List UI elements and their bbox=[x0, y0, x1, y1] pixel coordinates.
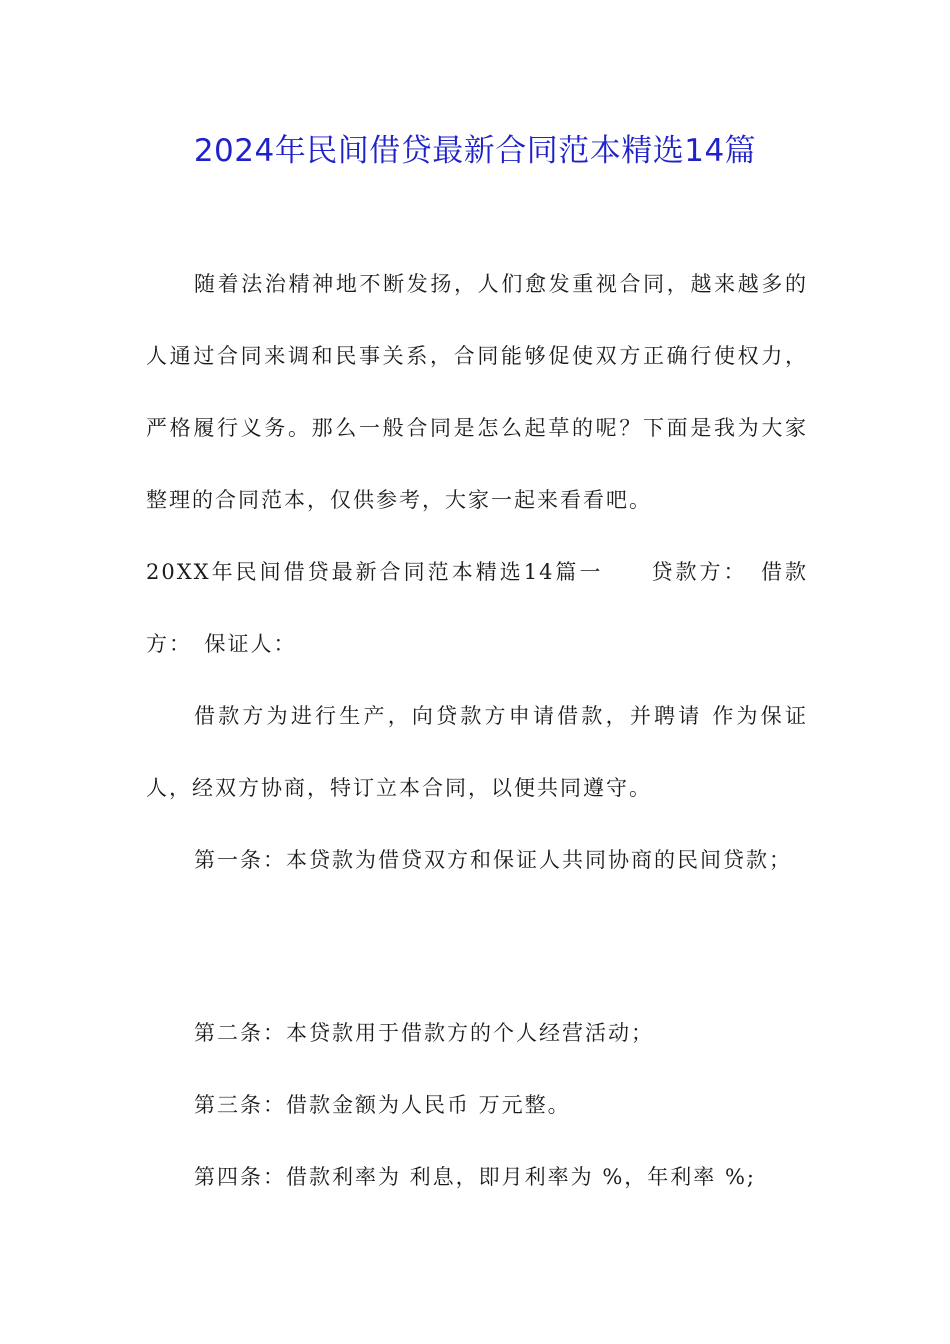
contract-heading-line-1: 20XX年民间借贷最新合同范本精选14篇一 贷款方： 借款 bbox=[146, 560, 808, 584]
intro-paragraph: 随着法治精神地不断发扬，人们愈发重视合同，越来越多的人通过合同来调和民事关系，合同能够促使双方正确行使权力，严格履行义务。那么一般合同是怎么起草的呢？下面是我为大家整理的合同范本，仅供参考，大家一起来看看吧。 bbox=[146, 272, 808, 512]
article-4-paragraph: 第四条：借款利率为 利息，即月利率为 %，年利率 %; bbox=[194, 1165, 757, 1189]
contract-heading-line-2: 方： 保证人： bbox=[146, 632, 297, 656]
contract-heading-paragraph bbox=[146, 536, 808, 680]
article-1-paragraph: 第一条：本贷款为借贷双方和保证人共同协商的民间贷款； bbox=[194, 848, 792, 872]
document-title: 2024年民间借贷最新合同范本精选14篇 bbox=[193, 133, 757, 169]
purpose-paragraph: 借款方为进行生产，向贷款方申请借款，并聘请 作为保证人，经双方协商，特订立本合同，以便共同遵守。 bbox=[146, 704, 808, 800]
article-2-paragraph: 第二条：本贷款用于借款方的个人经营活动； bbox=[194, 1021, 654, 1045]
article-3-paragraph: 第三条：借款金额为人民币 万元整。 bbox=[194, 1093, 571, 1117]
